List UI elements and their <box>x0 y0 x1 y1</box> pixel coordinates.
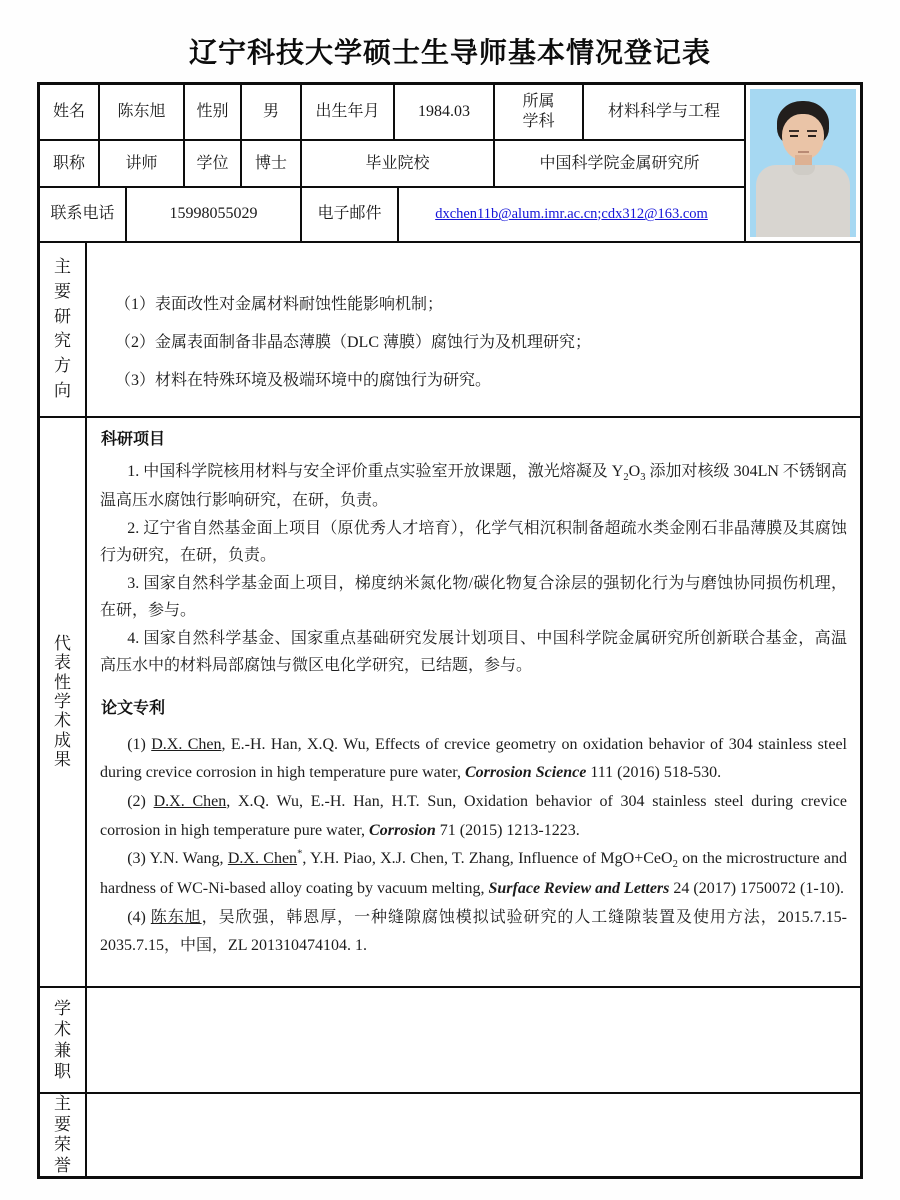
section-label-cell <box>40 1094 87 1176</box>
id-photo <box>750 89 856 237</box>
paper-item: (2) D.X. Chen, X.Q. Wu, E.-H. Han, H.T. Sun, Oxidation behavior of 304 stainless steel during crevice corrosion in high temperature pure water, Corrosion 71 (2015) 1213-1223. <box>100 792 848 839</box>
gender-label: 性别 <box>185 85 242 139</box>
paper-item: (4) 陈东旭，吴欣强，韩恩厚，一种缝隙腐蚀模拟试验研究的人工缝隙装置及使用方法，2015.7.15-2035.7.15，中国，ZL 201310474104. 1. <box>100 908 847 955</box>
basic-info-grid <box>40 85 746 241</box>
phone-label: 联系电话 <box>40 188 127 241</box>
achievements-content <box>87 418 860 986</box>
gender-value: 男 <box>242 85 302 139</box>
empty-field <box>87 988 860 1093</box>
research-directions-label: 主要研究方向 <box>54 257 71 400</box>
project-item: 1. 中国科学院核用材料与安全评价重点实验室开放课题，激光熔凝及 $Y_2O_3$ 添加对核级 304LN 不锈钢高温高压水腐蚀行影响研究，在研，负责。 <box>100 462 847 510</box>
email-label: 电子邮件 <box>302 188 399 241</box>
discipline-value: 材料科学与工程 <box>607 103 720 120</box>
photo-face <box>782 114 824 160</box>
degree-label: 学位 <box>185 141 242 186</box>
photo-shirt <box>756 165 850 237</box>
paper-item: (1) D.X. Chen, E.-H. Han, X.Q. Wu, Effects of crevice geometry on oxidation behavior of 304 stainless steel during crevice corrosion in high temperature pure water, Corrosion Science 111 (2016) 518-530. <box>100 735 848 782</box>
section-achievements <box>40 418 860 988</box>
table-row <box>40 141 744 188</box>
section-research-directions <box>40 243 860 418</box>
basic-info-block <box>40 85 860 243</box>
discipline-label-text: 所属学科 <box>522 93 555 130</box>
professional-title-label: 职称 <box>40 141 100 186</box>
research-item: （3）材料在特殊环境及极端环境中的腐蚀行为研究。 <box>115 371 492 389</box>
project-item: 4. 国家自然科学基金、国家重点基础研究发展计划项目、中国科学院金属研究所创新联合基金，高温高压水中的材料局部腐蚀与微区电化学研究，已结题，参与。 <box>100 629 847 675</box>
discipline-label <box>495 85 584 139</box>
photo-eye <box>790 135 798 137</box>
photo-eyebrow <box>789 130 799 132</box>
research-item: （2）金属表面制备非晶态薄膜（DLC 薄膜）腐蚀行为及机理研究； <box>115 333 592 351</box>
projects-heading: 科研项目 <box>101 430 166 448</box>
section-label-cell <box>40 418 87 986</box>
professional-title-value: 讲师 <box>100 141 185 186</box>
main-honors-label: 主要荣誉 <box>54 1094 71 1175</box>
form-table <box>37 82 863 1179</box>
main-honors-content <box>87 1094 860 1176</box>
name-value: 陈东旭 <box>100 85 185 139</box>
email-link-secondary[interactable]: cdx312@163.com <box>601 206 708 223</box>
academic-positions-content <box>87 988 860 1093</box>
photo-mouth <box>798 151 809 153</box>
birth-label: 出生年月 <box>302 85 395 139</box>
email-value <box>399 188 744 241</box>
papers-heading: 论文专利 <box>101 699 166 717</box>
phone-value: 15998055029 <box>127 188 302 241</box>
degree-value: 博士 <box>242 141 302 186</box>
research-directions-content <box>87 243 860 416</box>
photo-collar <box>792 165 815 175</box>
page-title: 辽宁科技大学硕士生导师基本情况登记表 <box>188 38 711 69</box>
empty-field <box>87 1094 860 1176</box>
table-row <box>40 188 744 241</box>
photo-eyebrow <box>807 130 817 132</box>
project-item: 2. 辽宁省自然基金面上项目（原优秀人才培育），化学气相沉积制备超疏水类金刚石非晶薄膜及其腐蚀行为研究，在研，负责。 <box>100 519 847 565</box>
section-main-honors <box>40 1094 860 1176</box>
photo-eye <box>808 135 816 137</box>
research-item: （1）表面改性对金属材料耐蚀性能影响机制； <box>115 295 444 313</box>
paper-item: (3) Y.N. Wang, D.X. Chen*, Y.H. Piao, X.J. Chen, T. Zhang, Influence of MgO+CeO$_2$ on the microstructure and hardness of WC-Ni-based alloy coating by vacuum melting, Surface Review and Letters 24 (2017) 1750072 (1-10). <box>100 848 848 898</box>
birth-value: 1984.03 <box>395 85 495 139</box>
achievements-label: 代表性学术成果 <box>54 633 71 770</box>
name-label: 姓名 <box>40 85 100 139</box>
photo-cell <box>746 85 860 241</box>
email-link-primary[interactable]: dxchen11b@alum.imr.ac.cn <box>435 206 598 223</box>
academic-positions-label: 学术兼职 <box>54 998 71 1082</box>
section-label-cell <box>40 988 87 1093</box>
school-value: 中国科学院金属研究所 <box>539 154 700 172</box>
school-label: 毕业院校 <box>302 141 495 186</box>
section-academic-positions <box>40 988 860 1095</box>
table-row <box>40 85 744 141</box>
project-item: 3. 国家自然科学基金面上项目，梯度纳米氮化物/碳化物复合涂层的强韧化行为与磨蚀协同损伤机理，在研，参与。 <box>100 574 847 620</box>
section-label-cell <box>40 243 87 416</box>
email-separator: ; <box>597 206 602 223</box>
